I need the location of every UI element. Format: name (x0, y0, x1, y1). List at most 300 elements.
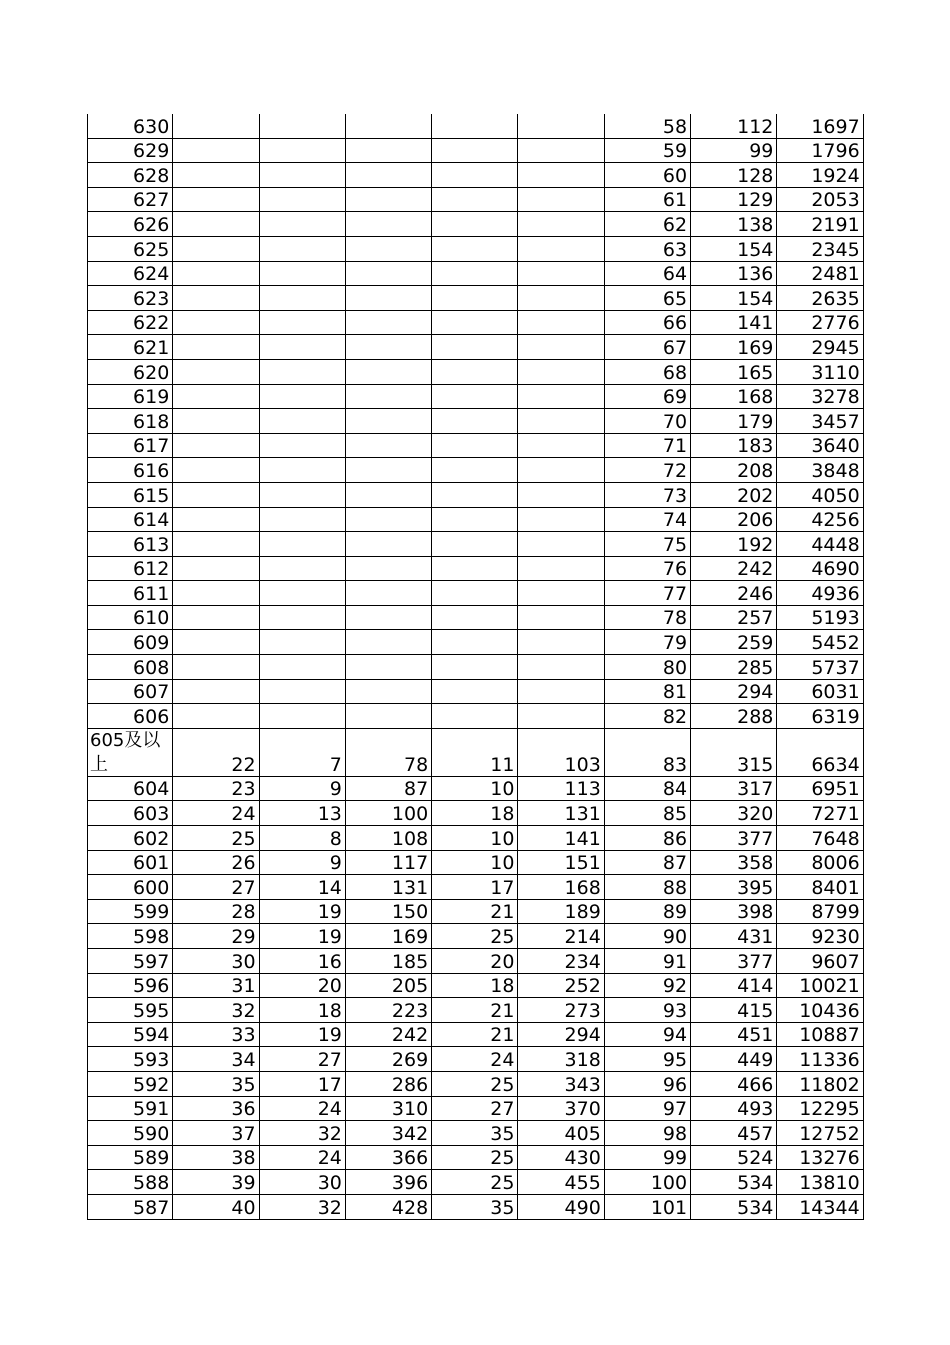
value-cell: 23 (173, 777, 259, 801)
value-cell: 12752 (777, 1121, 863, 1145)
value-cell: 16 (260, 949, 346, 973)
table-row (87, 777, 864, 802)
value-cell: 415 (691, 998, 777, 1022)
value-cell: 70 (605, 409, 691, 433)
score-cell: 617 (87, 434, 173, 458)
value-cell (518, 630, 604, 654)
value-cell: 27 (260, 1047, 346, 1071)
value-cell: 8 (260, 826, 346, 850)
table-row (87, 212, 864, 237)
value-cell (518, 114, 604, 138)
table-row (87, 826, 864, 851)
value-cell: 87 (605, 851, 691, 875)
score-cell: 591 (87, 1097, 173, 1121)
value-cell: 414 (691, 974, 777, 998)
value-cell: 141 (691, 311, 777, 335)
value-cell: 95 (605, 1047, 691, 1071)
table-row (87, 1121, 864, 1146)
value-cell: 113 (518, 777, 604, 801)
value-cell (260, 360, 346, 384)
score-cell: 628 (87, 163, 173, 187)
value-cell (173, 114, 259, 138)
value-cell (432, 508, 518, 532)
value-cell: 59 (605, 139, 691, 163)
value-cell: 32 (260, 1195, 346, 1219)
value-cell: 151 (518, 851, 604, 875)
value-cell (173, 409, 259, 433)
value-cell: 11 (432, 729, 518, 776)
value-cell: 25 (173, 826, 259, 850)
value-cell (346, 704, 432, 728)
value-cell: 294 (518, 1023, 604, 1047)
value-cell: 14 (260, 875, 346, 899)
value-cell: 61 (605, 188, 691, 212)
value-cell: 20 (260, 974, 346, 998)
table-row (87, 163, 864, 188)
value-cell: 4690 (777, 557, 863, 581)
value-cell: 68 (605, 360, 691, 384)
value-cell: 1796 (777, 139, 863, 163)
value-cell: 88 (605, 875, 691, 899)
table-row (87, 286, 864, 311)
value-cell (518, 335, 604, 359)
value-cell: 38 (173, 1146, 259, 1170)
value-cell (346, 237, 432, 261)
value-cell (346, 630, 432, 654)
score-cell: 627 (87, 188, 173, 212)
value-cell: 84 (605, 777, 691, 801)
value-cell (173, 237, 259, 261)
value-cell: 234 (518, 949, 604, 973)
value-cell (173, 385, 259, 409)
score-cell: 594 (87, 1023, 173, 1047)
value-cell: 39 (173, 1170, 259, 1194)
table-row (87, 1047, 864, 1072)
table-row (87, 1170, 864, 1195)
value-cell: 62 (605, 212, 691, 236)
value-cell: 154 (691, 286, 777, 310)
value-cell (346, 188, 432, 212)
value-cell: 320 (691, 801, 777, 825)
value-cell: 20 (432, 949, 518, 973)
value-cell (432, 606, 518, 630)
value-cell: 27 (173, 875, 259, 899)
score-cell: 592 (87, 1072, 173, 1096)
value-cell: 101 (605, 1195, 691, 1219)
value-cell (432, 409, 518, 433)
value-cell: 24 (260, 1097, 346, 1121)
value-cell: 13276 (777, 1146, 863, 1170)
value-cell: 202 (691, 483, 777, 507)
value-cell: 78 (605, 606, 691, 630)
value-cell: 25 (432, 1170, 518, 1194)
value-cell: 91 (605, 949, 691, 973)
value-cell: 6951 (777, 777, 863, 801)
value-cell: 35 (173, 1072, 259, 1096)
table-row (87, 900, 864, 925)
value-cell: 8006 (777, 851, 863, 875)
value-cell: 8401 (777, 875, 863, 899)
value-cell: 3640 (777, 434, 863, 458)
value-cell: 58 (605, 114, 691, 138)
score-cell: 597 (87, 949, 173, 973)
value-cell: 80 (605, 655, 691, 679)
value-cell: 35 (432, 1121, 518, 1145)
value-cell: 9 (260, 851, 346, 875)
value-cell: 21 (432, 1023, 518, 1047)
value-cell (346, 458, 432, 482)
value-cell (173, 655, 259, 679)
value-cell (432, 188, 518, 212)
table-row (87, 483, 864, 508)
score-cell: 613 (87, 532, 173, 556)
table-row (87, 704, 864, 729)
value-cell: 288 (691, 704, 777, 728)
value-cell (173, 311, 259, 335)
value-cell (346, 114, 432, 138)
value-cell: 79 (605, 630, 691, 654)
value-cell (518, 704, 604, 728)
value-cell (346, 557, 432, 581)
score-cell: 590 (87, 1121, 173, 1145)
value-cell (260, 532, 346, 556)
table-row (87, 335, 864, 360)
value-cell: 90 (605, 924, 691, 948)
score-cell: 596 (87, 974, 173, 998)
value-cell (260, 212, 346, 236)
value-cell: 457 (691, 1121, 777, 1145)
value-cell: 77 (605, 581, 691, 605)
value-cell (346, 655, 432, 679)
value-cell (260, 286, 346, 310)
value-cell: 490 (518, 1195, 604, 1219)
value-cell (432, 311, 518, 335)
value-cell: 99 (605, 1146, 691, 1170)
value-cell (432, 262, 518, 286)
value-cell (518, 532, 604, 556)
value-cell (432, 212, 518, 236)
table-row (87, 801, 864, 826)
value-cell: 71 (605, 434, 691, 458)
value-cell (432, 434, 518, 458)
value-cell: 60 (605, 163, 691, 187)
value-cell (346, 680, 432, 704)
value-cell: 65 (605, 286, 691, 310)
score-cell: 619 (87, 385, 173, 409)
value-cell: 2635 (777, 286, 863, 310)
value-cell (518, 680, 604, 704)
value-cell (260, 311, 346, 335)
value-cell: 2776 (777, 311, 863, 335)
value-cell: 11802 (777, 1072, 863, 1096)
value-cell: 22 (173, 729, 259, 776)
value-cell (173, 508, 259, 532)
value-cell (346, 286, 432, 310)
value-cell: 343 (518, 1072, 604, 1096)
value-cell: 72 (605, 458, 691, 482)
table-row (87, 581, 864, 606)
value-cell: 154 (691, 237, 777, 261)
table-row (87, 262, 864, 287)
value-cell: 82 (605, 704, 691, 728)
value-cell (518, 286, 604, 310)
value-cell: 150 (346, 900, 432, 924)
value-cell: 24 (432, 1047, 518, 1071)
score-cell: 605及以上 (87, 729, 173, 776)
table-row (87, 311, 864, 336)
value-cell: 3278 (777, 385, 863, 409)
value-cell (346, 163, 432, 187)
value-cell: 269 (346, 1047, 432, 1071)
value-cell (260, 409, 346, 433)
value-cell: 100 (346, 801, 432, 825)
table-row (87, 385, 864, 410)
value-cell: 19 (260, 900, 346, 924)
value-cell (260, 139, 346, 163)
value-cell: 189 (518, 900, 604, 924)
value-cell: 2053 (777, 188, 863, 212)
value-cell (173, 483, 259, 507)
value-cell: 252 (518, 974, 604, 998)
value-cell (346, 581, 432, 605)
value-cell: 4050 (777, 483, 863, 507)
score-cell: 609 (87, 630, 173, 654)
table-row (87, 532, 864, 557)
value-cell: 377 (691, 949, 777, 973)
value-cell (432, 483, 518, 507)
value-cell: 183 (691, 434, 777, 458)
value-cell: 6031 (777, 680, 863, 704)
value-cell (260, 163, 346, 187)
value-cell (518, 262, 604, 286)
value-cell (432, 655, 518, 679)
value-cell (346, 508, 432, 532)
value-cell: 286 (346, 1072, 432, 1096)
value-cell (346, 139, 432, 163)
value-cell: 9230 (777, 924, 863, 948)
value-cell (432, 360, 518, 384)
value-cell: 92 (605, 974, 691, 998)
value-cell: 451 (691, 1023, 777, 1047)
value-cell: 208 (691, 458, 777, 482)
value-cell: 19 (260, 1023, 346, 1047)
value-cell (432, 335, 518, 359)
table-row (87, 1023, 864, 1048)
score-cell: 593 (87, 1047, 173, 1071)
value-cell: 66 (605, 311, 691, 335)
value-cell (432, 385, 518, 409)
value-cell: 24 (260, 1146, 346, 1170)
value-cell: 10 (432, 777, 518, 801)
table-row (87, 188, 864, 213)
table-row (87, 606, 864, 631)
value-cell: 395 (691, 875, 777, 899)
table-row (87, 1195, 864, 1220)
value-cell: 294 (691, 680, 777, 704)
value-cell: 4256 (777, 508, 863, 532)
value-cell: 449 (691, 1047, 777, 1071)
value-cell (260, 434, 346, 458)
score-cell: 604 (87, 777, 173, 801)
score-cell: 603 (87, 801, 173, 825)
value-cell: 32 (260, 1121, 346, 1145)
table-row (87, 924, 864, 949)
value-cell: 8799 (777, 900, 863, 924)
value-cell (518, 188, 604, 212)
value-cell: 366 (346, 1146, 432, 1170)
score-cell: 601 (87, 851, 173, 875)
score-cell: 610 (87, 606, 173, 630)
value-cell: 93 (605, 998, 691, 1022)
value-cell: 10021 (777, 974, 863, 998)
value-cell: 19 (260, 924, 346, 948)
value-cell: 117 (346, 851, 432, 875)
table-row (87, 630, 864, 655)
value-cell: 179 (691, 409, 777, 433)
value-cell: 317 (691, 777, 777, 801)
value-cell (173, 557, 259, 581)
table-row (87, 114, 864, 139)
value-cell: 431 (691, 924, 777, 948)
score-cell: 630 (87, 114, 173, 138)
value-cell: 40 (173, 1195, 259, 1219)
value-cell (432, 286, 518, 310)
value-cell: 33 (173, 1023, 259, 1047)
score-cell: 623 (87, 286, 173, 310)
score-cell: 618 (87, 409, 173, 433)
value-cell: 83 (605, 729, 691, 776)
value-cell: 10436 (777, 998, 863, 1022)
value-cell: 129 (691, 188, 777, 212)
value-cell (518, 311, 604, 335)
value-cell (173, 262, 259, 286)
value-cell: 396 (346, 1170, 432, 1194)
value-cell (173, 286, 259, 310)
value-cell: 35 (432, 1195, 518, 1219)
value-cell: 87 (346, 777, 432, 801)
value-cell: 103 (518, 729, 604, 776)
value-cell (432, 237, 518, 261)
value-cell: 11336 (777, 1047, 863, 1071)
value-cell (432, 704, 518, 728)
value-cell: 310 (346, 1097, 432, 1121)
value-cell: 466 (691, 1072, 777, 1096)
value-cell (173, 704, 259, 728)
value-cell (432, 630, 518, 654)
value-cell (173, 581, 259, 605)
value-cell: 25 (432, 1072, 518, 1096)
value-cell: 6319 (777, 704, 863, 728)
value-cell (518, 409, 604, 433)
value-cell: 18 (432, 974, 518, 998)
value-cell: 76 (605, 557, 691, 581)
table-row (87, 680, 864, 705)
table-row (87, 949, 864, 974)
value-cell (260, 606, 346, 630)
table-row (87, 974, 864, 999)
value-cell (432, 581, 518, 605)
value-cell (518, 581, 604, 605)
value-cell (260, 581, 346, 605)
value-cell: 205 (346, 974, 432, 998)
value-cell (173, 212, 259, 236)
value-cell: 86 (605, 826, 691, 850)
value-cell: 1697 (777, 114, 863, 138)
value-cell (346, 606, 432, 630)
value-cell: 34 (173, 1047, 259, 1071)
value-cell: 7648 (777, 826, 863, 850)
value-cell: 128 (691, 163, 777, 187)
value-cell: 534 (691, 1195, 777, 1219)
value-cell: 273 (518, 998, 604, 1022)
score-cell: 607 (87, 680, 173, 704)
value-cell: 10 (432, 826, 518, 850)
score-cell: 612 (87, 557, 173, 581)
value-cell: 75 (605, 532, 691, 556)
value-cell: 168 (691, 385, 777, 409)
value-cell: 138 (691, 212, 777, 236)
table-row (87, 409, 864, 434)
value-cell (260, 237, 346, 261)
value-cell: 69 (605, 385, 691, 409)
value-cell (346, 212, 432, 236)
score-cell: 611 (87, 581, 173, 605)
value-cell (260, 508, 346, 532)
value-cell (518, 139, 604, 163)
value-cell: 13 (260, 801, 346, 825)
value-cell (432, 139, 518, 163)
value-cell (173, 335, 259, 359)
value-cell: 63 (605, 237, 691, 261)
value-cell (260, 630, 346, 654)
table-row (87, 1072, 864, 1097)
value-cell (260, 335, 346, 359)
table-row (87, 1097, 864, 1122)
value-cell (173, 434, 259, 458)
value-cell: 32 (173, 998, 259, 1022)
value-cell: 18 (260, 998, 346, 1022)
value-cell (518, 557, 604, 581)
value-cell: 257 (691, 606, 777, 630)
value-cell (346, 434, 432, 458)
value-cell: 1924 (777, 163, 863, 187)
value-cell: 192 (691, 532, 777, 556)
table-row (87, 508, 864, 533)
value-cell: 2191 (777, 212, 863, 236)
value-cell (518, 237, 604, 261)
value-cell (432, 114, 518, 138)
value-cell: 370 (518, 1097, 604, 1121)
value-cell: 5193 (777, 606, 863, 630)
value-cell: 4936 (777, 581, 863, 605)
value-cell (346, 335, 432, 359)
value-cell: 12295 (777, 1097, 863, 1121)
value-cell (173, 680, 259, 704)
value-cell: 318 (518, 1047, 604, 1071)
score-cell: 622 (87, 311, 173, 335)
value-cell: 7271 (777, 801, 863, 825)
value-cell (518, 385, 604, 409)
value-cell: 5452 (777, 630, 863, 654)
value-cell (260, 704, 346, 728)
score-cell: 598 (87, 924, 173, 948)
value-cell: 259 (691, 630, 777, 654)
value-cell: 136 (691, 262, 777, 286)
value-cell: 242 (346, 1023, 432, 1047)
value-cell: 2945 (777, 335, 863, 359)
value-cell (260, 483, 346, 507)
table-row (87, 655, 864, 680)
